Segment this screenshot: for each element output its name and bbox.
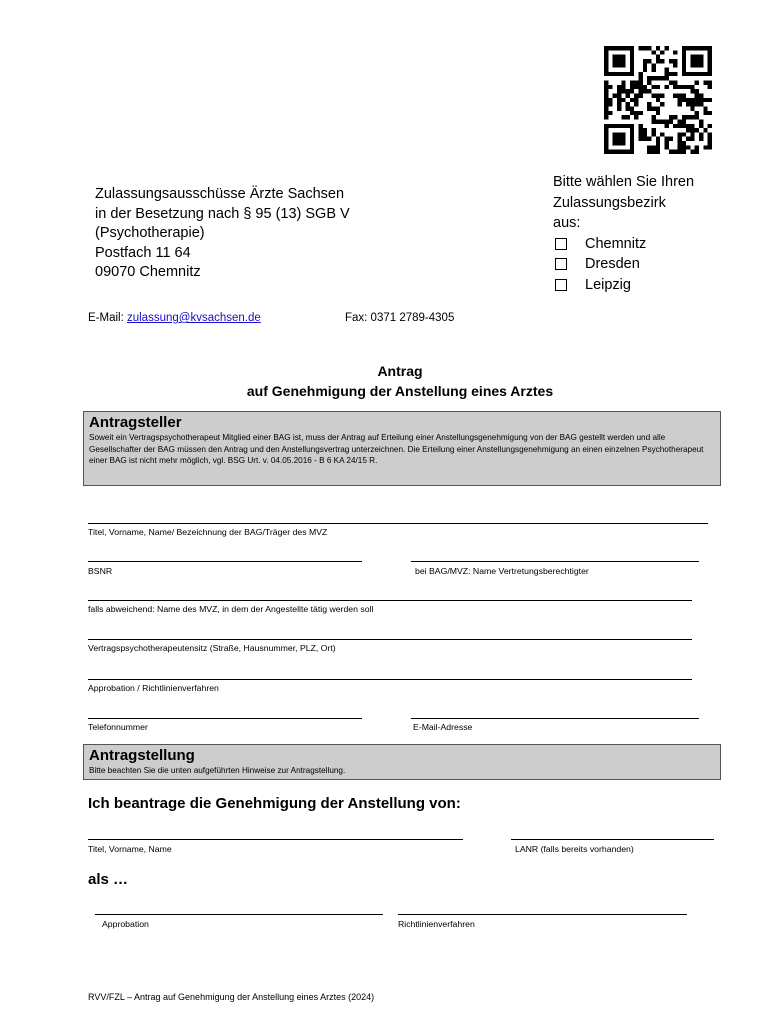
section-text: Soweit ein Vertragspsychotherapeut Mitglied einer BAG ist, muss der Antrag auf Erteilung einer Anstellungsgenehmigung von der BAG gestellt werden und alle Gesellschafter der BAG müssen den Antrag und den Anstellungsvertrag unterzeichnen. Die Erteilung einer Anstellungsgenehmigung an einen einzelnen Psychotherapeut einer BAG ist nicht mehr möglich, vgl. BSG Urt. v. 04.05.2016 - B 6 KA 24/15 R. <box>89 433 704 466</box>
field-label: Richtlinienverfahren <box>398 919 475 929</box>
footer: RVV/FZL – Antrag auf Genehmigung der Anstellung eines Arztes (2024) <box>88 992 375 1002</box>
title-line-1: Antrag <box>377 363 423 379</box>
bezirk-option-label: Leipzig <box>585 276 631 293</box>
input-line-bsnr[interactable] <box>88 561 362 562</box>
address-line: 09070 Chemnitz <box>95 264 201 280</box>
email-link[interactable]: zulassung@kvsachsen.de <box>126 312 261 324</box>
field-label: Vertragspsychotherapeutensitz (Straße, Hausnummer, PLZ, Ort) <box>88 643 336 653</box>
field-label: LANR (falls bereits vorhanden) <box>515 844 634 854</box>
bezirk-option-leipzig[interactable] <box>553 275 694 296</box>
email-contact <box>88 312 261 324</box>
section-heading: Antragsteller <box>89 414 182 431</box>
address-line: Postfach 11 64 <box>95 244 191 261</box>
section-antragstellung <box>83 744 721 780</box>
field-label: E-Mail-Adresse <box>413 722 473 732</box>
title-line-2: auf Genehmigung der Anstellung eines Arztes <box>246 383 554 399</box>
section-antragsteller <box>83 411 721 486</box>
field-label: Approbation <box>102 919 149 929</box>
address-line: (Psychotherapie) <box>95 225 205 241</box>
field-label: falls abweichend: Name des MVZ, in dem der Angestellte tätig werden soll <box>88 604 374 614</box>
input-line-titel-name-bag[interactable] <box>88 523 708 524</box>
address-line: in der Besetzung nach § 95 (13) SGB V <box>95 205 350 222</box>
bezirk-prompt: Bitte wählen Sie Ihren <box>553 174 695 190</box>
input-line-titel-name[interactable] <box>88 839 463 840</box>
document-title <box>0 361 770 401</box>
field-label: BSNR <box>88 566 113 576</box>
als-heading: als … <box>88 871 129 888</box>
checkbox-chemnitz[interactable] <box>555 238 567 250</box>
checkbox-leipzig[interactable] <box>555 279 567 291</box>
input-line-approbation[interactable] <box>95 914 383 915</box>
bezirk-option-dresden[interactable] <box>553 254 694 275</box>
input-line-richtlinie[interactable] <box>398 914 687 915</box>
field-label: Titel, Vorname, Name/ Bezeichnung der BAG/Träger des MVZ <box>88 527 328 537</box>
input-line-approbation-richtlinie[interactable] <box>88 679 692 680</box>
email-label: E-Mail: <box>88 312 127 324</box>
section-text: Bitte beachten Sie die unten aufgeführten Hinweise zur Antragstellung. <box>89 766 346 775</box>
checkbox-dresden[interactable] <box>555 258 567 270</box>
fax-number: Fax: 0371 2789-4305 <box>345 312 455 324</box>
input-line-lanr[interactable] <box>511 839 714 840</box>
input-line-sitz[interactable] <box>88 639 692 640</box>
bezirk-selection <box>553 172 694 295</box>
bezirk-option-chemnitz[interactable] <box>553 234 694 255</box>
field-label: bei BAG/MVZ: Name Vertretungsberechtigter <box>415 566 589 576</box>
address-line: Zulassungsausschüsse Ärzte Sachsen <box>95 186 345 202</box>
field-label: Telefonnummer <box>88 722 148 732</box>
bezirk-option-label: Dresden <box>585 256 640 272</box>
input-line-email[interactable] <box>411 718 699 719</box>
field-label: Titel, Vorname, Name <box>88 844 172 854</box>
bezirk-prompt: aus: <box>553 215 581 231</box>
field-label: Approbation / Richtlinienverfahren <box>88 683 219 693</box>
beantrage-heading: Ich beantrage die Genehmigung der Anstellung von: <box>88 795 461 812</box>
qr-code <box>604 46 712 154</box>
input-line-telefon[interactable] <box>88 718 362 719</box>
bezirk-prompt: Zulassungsbezirk <box>553 194 666 211</box>
recipient-address <box>95 185 350 283</box>
input-line-mvz[interactable] <box>88 600 692 601</box>
section-heading: Antragstellung <box>89 747 195 764</box>
bezirk-option-label: Chemnitz <box>585 235 647 252</box>
input-line-vertretung[interactable] <box>411 561 699 562</box>
